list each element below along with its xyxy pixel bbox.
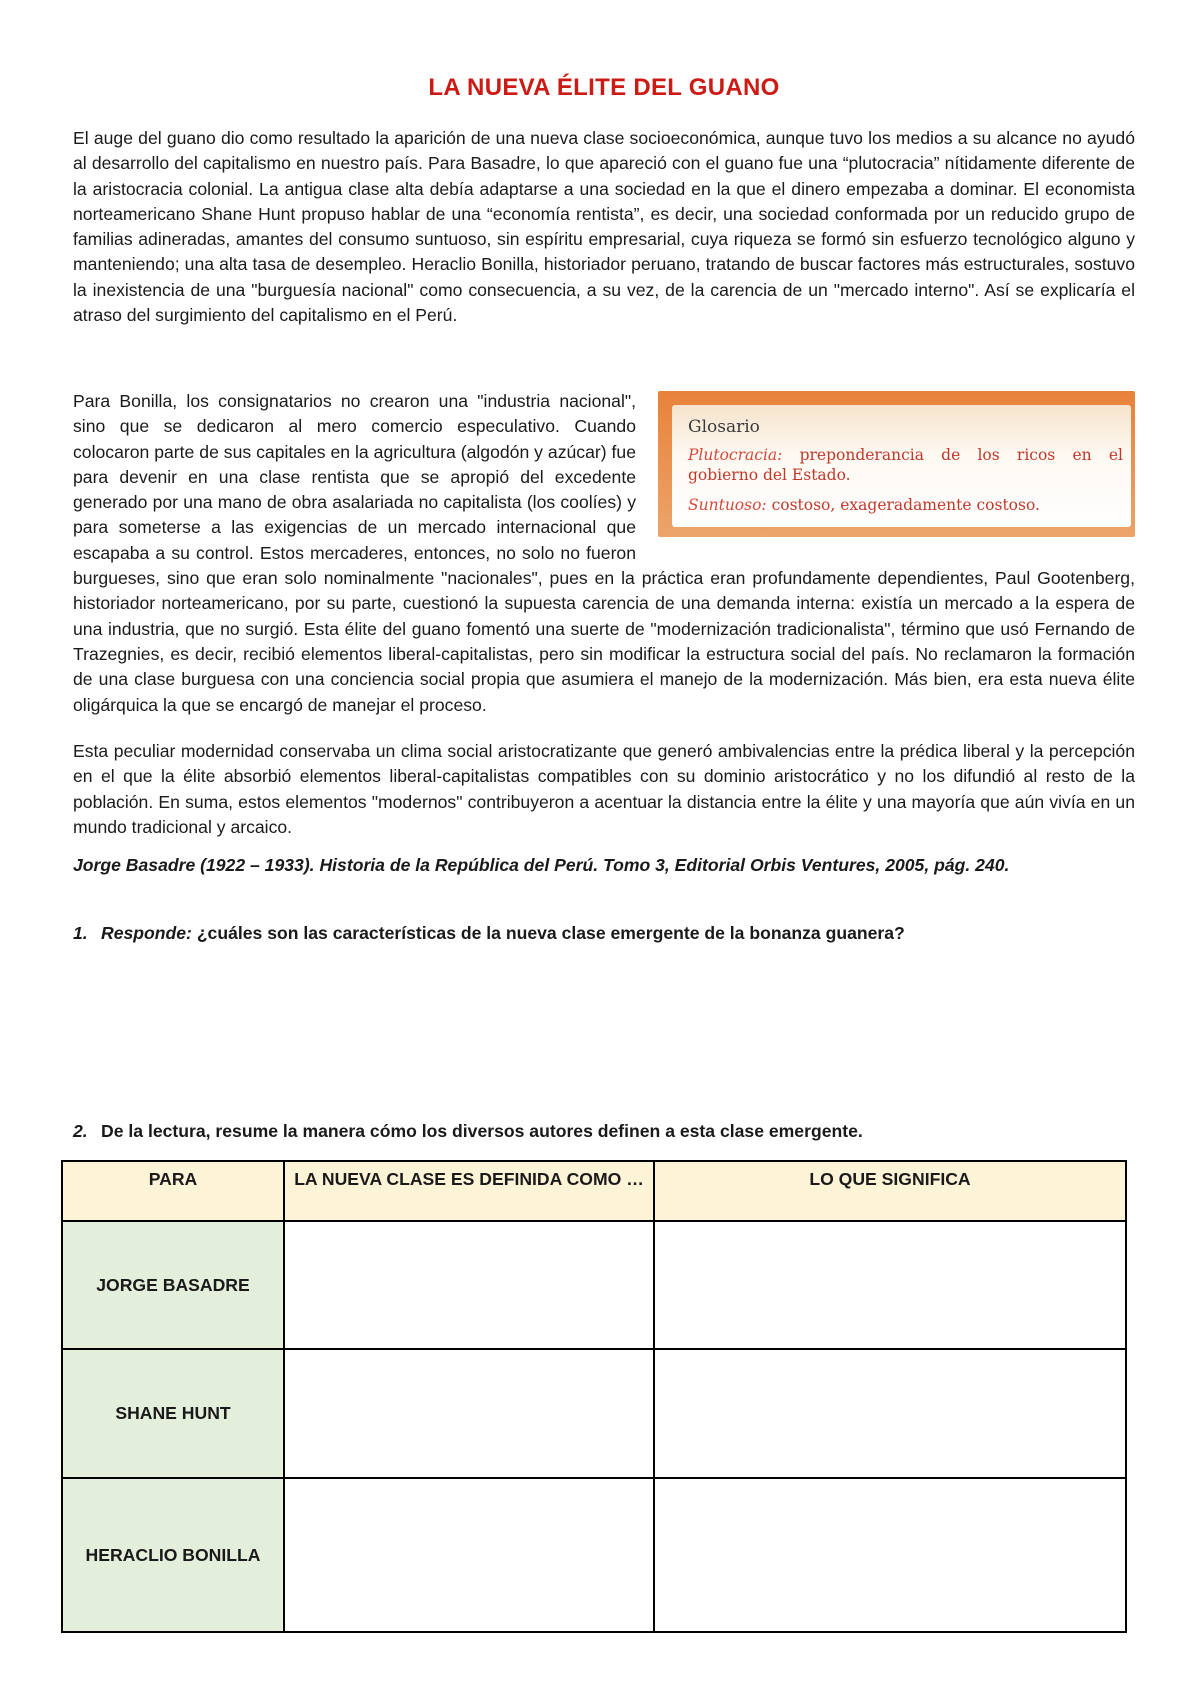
glossary-entry-plutocracia	[688, 445, 1123, 485]
definition-answer-cell[interactable]	[284, 1221, 654, 1349]
glossary-term: Suntuoso:	[688, 496, 767, 514]
glossary-definition: preponderancia de los ricos en el gobierno del Estado.	[688, 446, 1123, 484]
definition-answer-cell[interactable]	[284, 1349, 654, 1478]
question-number: 2.	[73, 1121, 88, 1141]
definition-answer-cell[interactable]	[284, 1478, 654, 1632]
glossary-entry-suntuoso	[688, 493, 1123, 518]
table-row	[62, 1221, 1126, 1349]
meaning-answer-cell[interactable]	[654, 1478, 1126, 1632]
table-header-cell: LO QUE SIGNIFICA	[654, 1161, 1126, 1221]
author-cell: HERACLIO BONILLA	[62, 1478, 284, 1632]
document-title: LA NUEVA ÉLITE DEL GUANO	[428, 74, 780, 101]
question-text: ¿cuáles son las características de la nueva clase emergente de la bonanza guanera?	[196, 923, 905, 943]
table-header-row	[62, 1161, 1126, 1221]
glossary-definition: costoso, exageradamente costoso.	[771, 496, 1040, 514]
question-number: 1.	[73, 923, 88, 943]
paragraph-3: Esta peculiar modernidad conservaba un clima social aristocratizante que generó ambivalencias entre la prédica liberal y la percepción en el que la élite absorbió elementos liberal-capitalistas compatibles con su dominio aristocrático y no los difundió al resto de la población. En suma, estos elementos "modernos" contribuyeron a acentuar la distancia entre la élite y una mayoría que aún vivía en un mundo tradicional y arcaico.	[73, 741, 1135, 837]
paragraph-1: El auge del guano dio como resultado la aparición de una nueva clase socioeconómica, aunque tuvo los medios a su alcance no ayudó al desarrollo del capitalismo en nuestro país. Para Basadre, lo que apareció con el guano fue una “plutocracia” nítidamente diferente de la aristocracia colonial. La antigua clase alta debía adaptarse a una sociedad en la que el dinero empezaba a dominar. El economista norteamericano Shane Hunt propuso hablar de una “economía rentista”, es decir, una sociedad conformada por un reducido grupo de familias adineradas, amantes del consumo suntuoso, sin espíritu empresarial, cuya riqueza se formó sin esfuerzo tecnológico alguno y manteniendo; una alta tasa de desempleo. Heraclio Bonilla, historiador peruano, tratando de buscar factores más estructurales, sostuvo la inexistencia de una "burguesía nacional" como consecuencia, a su vez, de la carencia de un "mercado interno". Así se explicaría el atraso del surgimiento del capitalismo en el Perú.	[73, 128, 1135, 326]
question-text: De la lectura, resume la manera cómo los diversos autores definen a esta clase emergente.	[101, 1121, 863, 1141]
table-row	[62, 1349, 1126, 1478]
table-header-cell: LA NUEVA CLASE ES DEFINIDA COMO …	[284, 1161, 654, 1221]
glossary-title: Glosario	[688, 417, 760, 437]
table-row	[62, 1478, 1126, 1632]
author-cell: JORGE BASADRE	[62, 1221, 284, 1349]
paragraph-2-container	[73, 389, 1135, 718]
question-2	[73, 1121, 863, 1142]
meaning-answer-cell[interactable]	[654, 1221, 1126, 1349]
question-1	[73, 923, 905, 944]
table-header-cell: PARA	[62, 1161, 284, 1221]
question-lead: Responde:	[101, 923, 192, 943]
glossary-box	[658, 391, 1135, 537]
glossary-frame	[658, 391, 1135, 537]
meaning-answer-cell[interactable]	[654, 1349, 1126, 1478]
glossary-term: Plutocracia:	[688, 446, 783, 464]
paragraph-2: Para Bonilla, los consignatarios no crearon una "industria nacional", sino que se dedicaron al mero comercio especulativo. Cuando colocaron parte de sus capitales en la agricultura (algodón y azúcar) fue para devenir en una clase rentista que se apropió del excedente generado por una mano de obra asalariada no capitalista (los coolíes) y para someterse a las exigencias de un mercado internacional que escapaba a su control. Estos mercaderes, entonces, no solo no fueron burgueses, sino que eran solo nominalmente "nacionales", pues en la práctica eran profundamente dependientes, Paul Gootenberg, historiador norteamericano, por su parte, cuestionó la supuesta carencia de una demanda interna: existía un mercado a la espera de una industria, que no surgió. Esta élite del guano fomentó una suerte de "modernización tradicionalista", término que usó Fernando de Trazegnies, es decir, recibió elementos liberal-capitalistas, pero sin modificar la estructura social del país. No reclamaron la formación de una clase burguesa con una conciencia social propia que asumiera el manejo de la modernización. Más bien, era esta nueva élite oligárquica la que se encargó de manejar el proceso.	[73, 391, 1135, 715]
citation: Jorge Basadre (1922 – 1933). Historia de la República del Perú. Tomo 3, Editorial Orbis Ventures, 2005, pág. 240.	[73, 855, 1010, 875]
author-cell: SHANE HUNT	[62, 1349, 284, 1478]
glossary-panel	[672, 405, 1131, 527]
summary-table	[61, 1160, 1127, 1633]
